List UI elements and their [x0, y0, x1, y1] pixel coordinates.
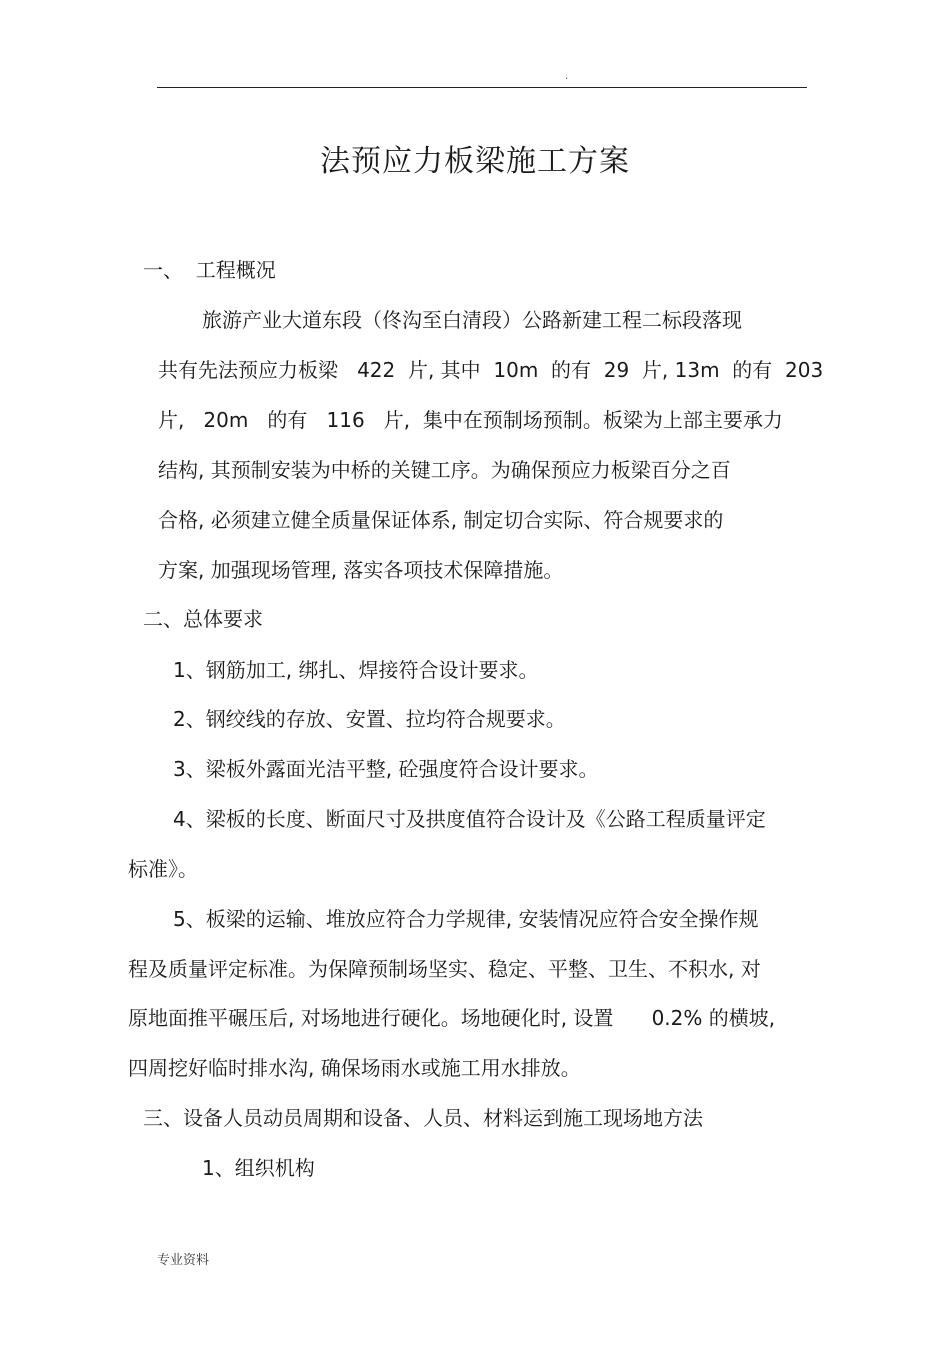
- list-item: 4、梁板的长度、断面尺寸及拱度值符合设计及《公路工程质量评定: [173, 807, 766, 831]
- paragraph-line: 方案, 加强现场管理, 落实各项技术保障措施。: [158, 558, 564, 582]
- list-item-continuation: 四周挖好临时排水沟, 确保场雨水或施工用水排放。: [128, 1056, 581, 1080]
- list-item: 5、板梁的运输、堆放应符合力学规律, 安装情况应符合安全操作规: [173, 907, 759, 931]
- header-mark: .: [565, 71, 569, 82]
- header-rule: [157, 87, 807, 88]
- footer-label: 专业资料: [157, 1253, 210, 1268]
- paragraph-line: 合格, 必须建立健全质量保证体系, 制定切合实际、符合规要求的: [158, 508, 724, 532]
- paragraph-line: 共有先法预应力板梁 422 片, 其中 10m 的有 29 片, 13m 的有 203: [158, 358, 824, 382]
- list-item: 1、钢筋加工, 绑扎、焊接符合设计要求。: [173, 658, 539, 682]
- paragraph-line: 片, 20m 的有 116 片, 集中在预制场预制。板梁为上部主要承力: [158, 408, 783, 432]
- list-item: 3、梁板外露面光洁平整, 砼强度符合设计要求。: [173, 757, 599, 781]
- list-item-continuation: 程及质量评定标准。为保障预制场坚实、稳定、平整、卫生、不积水, 对: [128, 957, 761, 981]
- section-heading-1: 一、 工程概况: [143, 258, 276, 282]
- list-item-continuation: 标准》。: [128, 857, 198, 881]
- list-item-continuation: 原地面推平碾压后, 对场地进行硬化。场地硬化时, 设置 0.2% 的横坡,: [128, 1006, 776, 1030]
- paragraph-line: 结构, 其预制安装为中桥的关键工序。为确保预应力板梁百分之百: [158, 458, 731, 482]
- section-heading-2: 二、总体要求: [143, 607, 263, 631]
- subsection-heading: 1、组织机构: [202, 1156, 315, 1180]
- section-heading-3: 三、设备人员动员周期和设备、人员、材料运到施工现场地方法: [143, 1106, 703, 1130]
- list-item: 2、钢绞线的存放、安置、拉均符合规要求。: [173, 707, 566, 731]
- document-title: 法预应力板梁施工方案: [320, 144, 630, 179]
- paragraph-line: 旅游产业大道东段（佟沟至白清段）公路新建工程二标段落现: [202, 308, 742, 332]
